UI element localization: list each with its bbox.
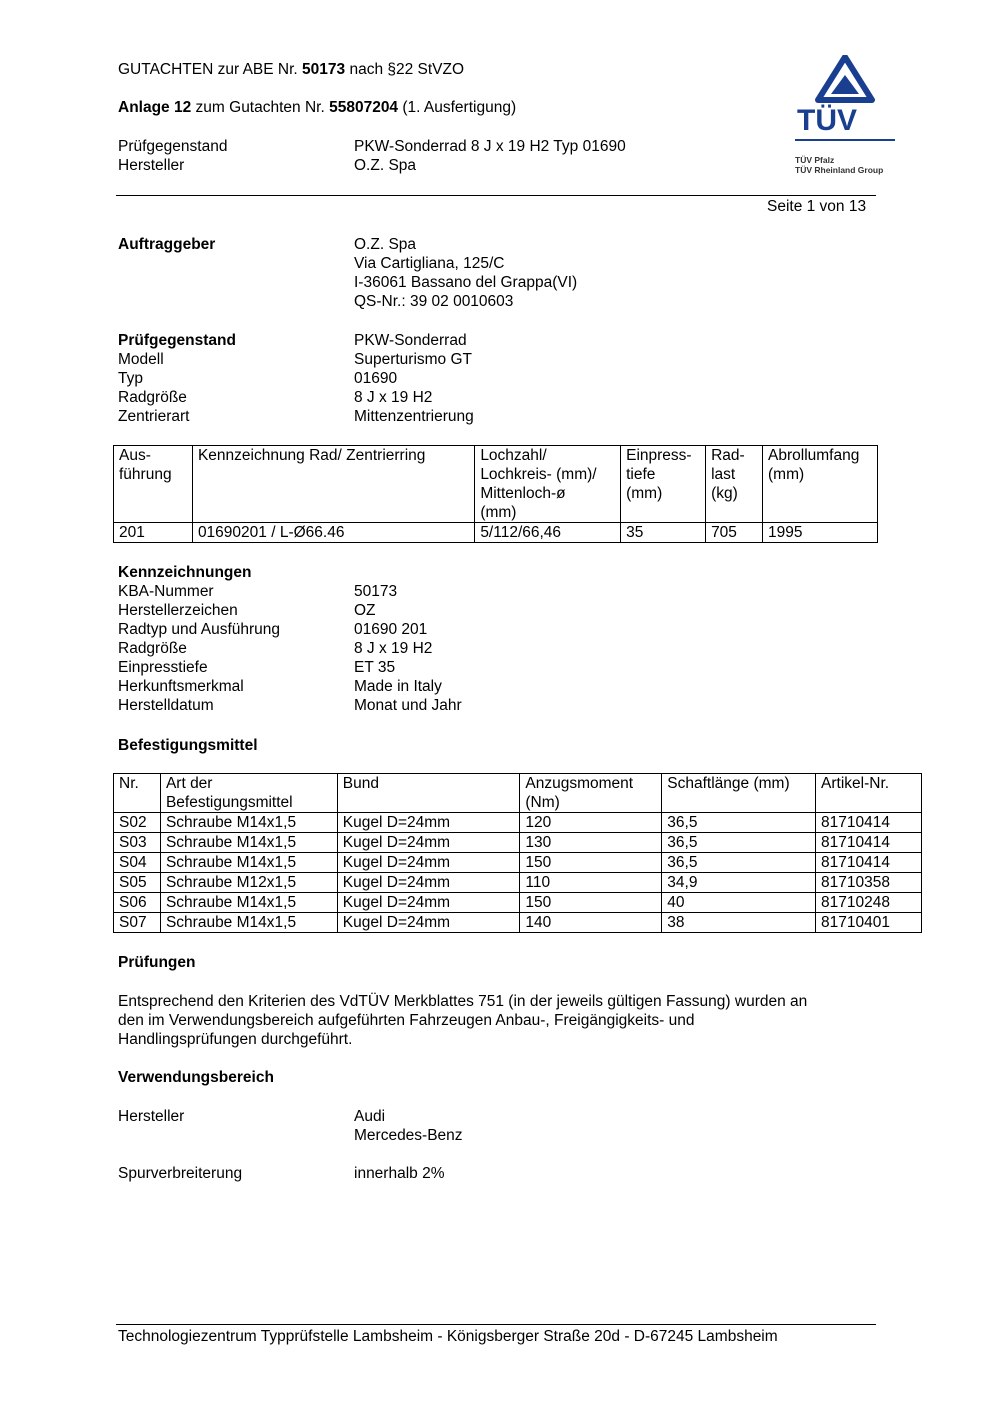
table-header-row [114, 446, 878, 523]
column-header: Anzugsmoment (Nm) [520, 774, 662, 813]
field-value: OZ [354, 602, 376, 619]
table-cell: S06 [114, 893, 161, 913]
header-anlage-line [118, 98, 516, 117]
table-cell: 81710414 [816, 833, 922, 853]
column-header: Art der Befestigungsmittel [160, 774, 337, 813]
table-row [114, 853, 922, 873]
field-value: 01690 [354, 370, 398, 387]
field-value: 8 J x 19 H2 [354, 640, 433, 657]
table-cell: 35 [621, 523, 706, 543]
table-cell: 81710401 [816, 913, 922, 933]
hersteller-value: Mercedes-Benz [354, 1127, 463, 1144]
field-value: 01690 201 [354, 621, 428, 638]
tuv-logo [793, 55, 898, 177]
field-key: Typ [118, 370, 143, 387]
table-cell: 5/112/66,46 [475, 523, 621, 543]
table-cell: Kugel D=24mm [337, 853, 520, 873]
table-cell: 120 [520, 813, 662, 833]
table-cell: 150 [520, 893, 662, 913]
field-key: KBA-Nummer [118, 583, 214, 600]
table-cell: 34,9 [662, 873, 816, 893]
field-key: Modell [118, 351, 164, 368]
table-cell: S05 [114, 873, 161, 893]
field-value: ET 35 [354, 659, 396, 676]
table-header-row [114, 774, 922, 813]
pruefungen-text [118, 992, 807, 1049]
table-cell: S03 [114, 833, 161, 853]
table-cell: Schraube M14x1,5 [160, 833, 337, 853]
table-cell: 150 [520, 853, 662, 873]
header-value: PKW-Sonderrad 8 J x 19 H2 Typ 01690 [354, 138, 626, 155]
anlage-label: Anlage 12 [118, 99, 192, 116]
table-cell: Schraube M14x1,5 [160, 813, 337, 833]
table-cell: Schraube M12x1,5 [160, 873, 337, 893]
table-cell: 81710414 [816, 813, 922, 833]
table-cell: 38 [662, 913, 816, 933]
hersteller-value: Audi [354, 1108, 386, 1125]
table-row [114, 833, 922, 853]
befestigung-table [113, 773, 922, 933]
field-key: Radgröße [118, 640, 187, 657]
gutachten-number: 55807204 [329, 99, 399, 116]
table-cell: Schraube M14x1,5 [160, 853, 337, 873]
logo-divider [795, 139, 895, 141]
table-cell: 201 [114, 523, 193, 543]
table-cell: 40 [662, 893, 816, 913]
table-cell: Kugel D=24mm [337, 893, 520, 913]
field-value: Made in Italy [354, 678, 442, 695]
table-cell: 705 [706, 523, 763, 543]
spurverbreiterung-label: Spurverbreiterung [118, 1165, 243, 1182]
table-cell: Schraube M14x1,5 [160, 913, 337, 933]
column-header: Schaftlänge (mm) [662, 774, 816, 813]
table-cell: 140 [520, 913, 662, 933]
footer-address: Technologiezentrum Typprüfstelle Lambsheim - Königsberger Straße 20d - D-67245 Lambsheim [118, 1328, 778, 1345]
logo-sub2: TÜV Rheinland Group [795, 165, 884, 175]
table-row [114, 913, 922, 933]
column-header: Kennzeichnung Rad/ Zentrierring [192, 446, 474, 523]
table-row [114, 893, 922, 913]
table-cell: 81710358 [816, 873, 922, 893]
auftraggeber-address [354, 235, 577, 311]
logo-sub1: TÜV Pfalz [795, 155, 835, 165]
gutachten-label: zum Gutachten Nr. [195, 99, 325, 116]
field-value: 8 J x 19 H2 [354, 389, 433, 406]
tuv-wordmark: TÜV [797, 104, 857, 137]
table-cell: 81710248 [816, 893, 922, 913]
field-value: Mittenzentrierung [354, 408, 474, 425]
verwendungsbereich-label: Verwendungsbereich [118, 1069, 274, 1086]
abe-number: 50173 [302, 61, 346, 78]
address-line: Via Cartigliana, 125/C [354, 255, 505, 272]
pruefungen-label: Prüfungen [118, 954, 196, 971]
header-key: Prüfgegenstand [118, 138, 228, 155]
field-key: Herstellerzeichen [118, 602, 238, 619]
befestigung-label: Befestigungsmittel [118, 737, 258, 754]
kennzeichnungen-label: Kennzeichnungen [118, 564, 252, 581]
ausfuehrung-table [113, 445, 878, 543]
table-cell: 36,5 [662, 813, 816, 833]
ausfertigung-label: (1. Ausfertigung) [402, 99, 517, 116]
table-cell: 36,5 [662, 853, 816, 873]
logo-subtitle [795, 155, 883, 175]
column-header: Rad- last (kg) [706, 446, 763, 523]
column-header: Abrollumfang (mm) [763, 446, 878, 523]
table-cell: Kugel D=24mm [337, 913, 520, 933]
pruefgegenstand-value: PKW-Sonderrad [354, 332, 467, 349]
hersteller-label: Hersteller [118, 1108, 185, 1125]
table-cell: 130 [520, 833, 662, 853]
column-header: Einpress- tiefe (mm) [621, 446, 706, 523]
column-header: Nr. [114, 774, 161, 813]
table-cell: Kugel D=24mm [337, 873, 520, 893]
column-header: Aus- führung [114, 446, 193, 523]
table-cell: 36,5 [662, 833, 816, 853]
field-value: Superturismo GT [354, 351, 473, 368]
column-header: Lochzahl/ Lochkreis- (mm)/ Mittenloch-ø (mm) [475, 446, 621, 523]
paragraph-line: Handlingsprüfungen durchgeführt. [118, 1031, 353, 1048]
header-key: Hersteller [118, 157, 185, 174]
table-cell: 110 [520, 873, 662, 893]
field-key: Radtyp und Ausführung [118, 621, 281, 638]
table-cell: Kugel D=24mm [337, 833, 520, 853]
paragraph-line: Entsprechend den Kriterien des VdTÜV Merkblattes 751 (in der jeweils gültigen Fassung) wurden an [118, 993, 808, 1010]
abe-prefix: GUTACHTEN zur ABE Nr. [118, 61, 298, 78]
table-cell: S04 [114, 853, 161, 873]
paragraph-line: den im Verwendungsbereich aufgeführten Fahrzeugen Anbau-, Freigängigkeits- und [118, 1012, 695, 1029]
table-cell: 1995 [763, 523, 878, 543]
table-cell: S02 [114, 813, 161, 833]
table-row [114, 873, 922, 893]
column-header: Artikel-Nr. [816, 774, 922, 813]
spurverbreiterung-value: innerhalb 2% [354, 1165, 445, 1182]
field-value: Monat und Jahr [354, 697, 462, 714]
auftraggeber-label: Auftraggeber [118, 236, 216, 253]
field-key: Radgröße [118, 389, 187, 406]
table-row [114, 523, 878, 543]
abe-suffix: nach §22 StVZO [349, 61, 465, 78]
table-cell: Schraube M14x1,5 [160, 893, 337, 913]
table-cell: S07 [114, 913, 161, 933]
header-value: O.Z. Spa [354, 157, 417, 174]
column-header: Bund [337, 774, 520, 813]
table-cell: 01690201 / L-Ø66.46 [192, 523, 474, 543]
table-cell: 81710414 [816, 853, 922, 873]
address-line: O.Z. Spa [354, 236, 417, 253]
table-cell: Kugel D=24mm [337, 813, 520, 833]
field-key: Einpresstiefe [118, 659, 208, 676]
address-line: I-36061 Bassano del Grappa(VI) [354, 274, 578, 291]
pruefgegenstand-label: Prüfgegenstand [118, 332, 236, 349]
footer-rule [116, 1324, 876, 1325]
field-key: Herkunftsmerkmal [118, 678, 244, 695]
table-row [114, 813, 922, 833]
field-key: Herstelldatum [118, 697, 214, 714]
field-key: Zentrierart [118, 408, 190, 425]
page-number: Seite 1 von 13 [767, 198, 867, 215]
field-value: 50173 [354, 583, 398, 600]
address-line: QS-Nr.: 39 02 0010603 [354, 293, 514, 310]
header-abe-line [118, 60, 464, 79]
header-rule [116, 195, 876, 196]
tuv-triangle-icon [815, 55, 875, 103]
